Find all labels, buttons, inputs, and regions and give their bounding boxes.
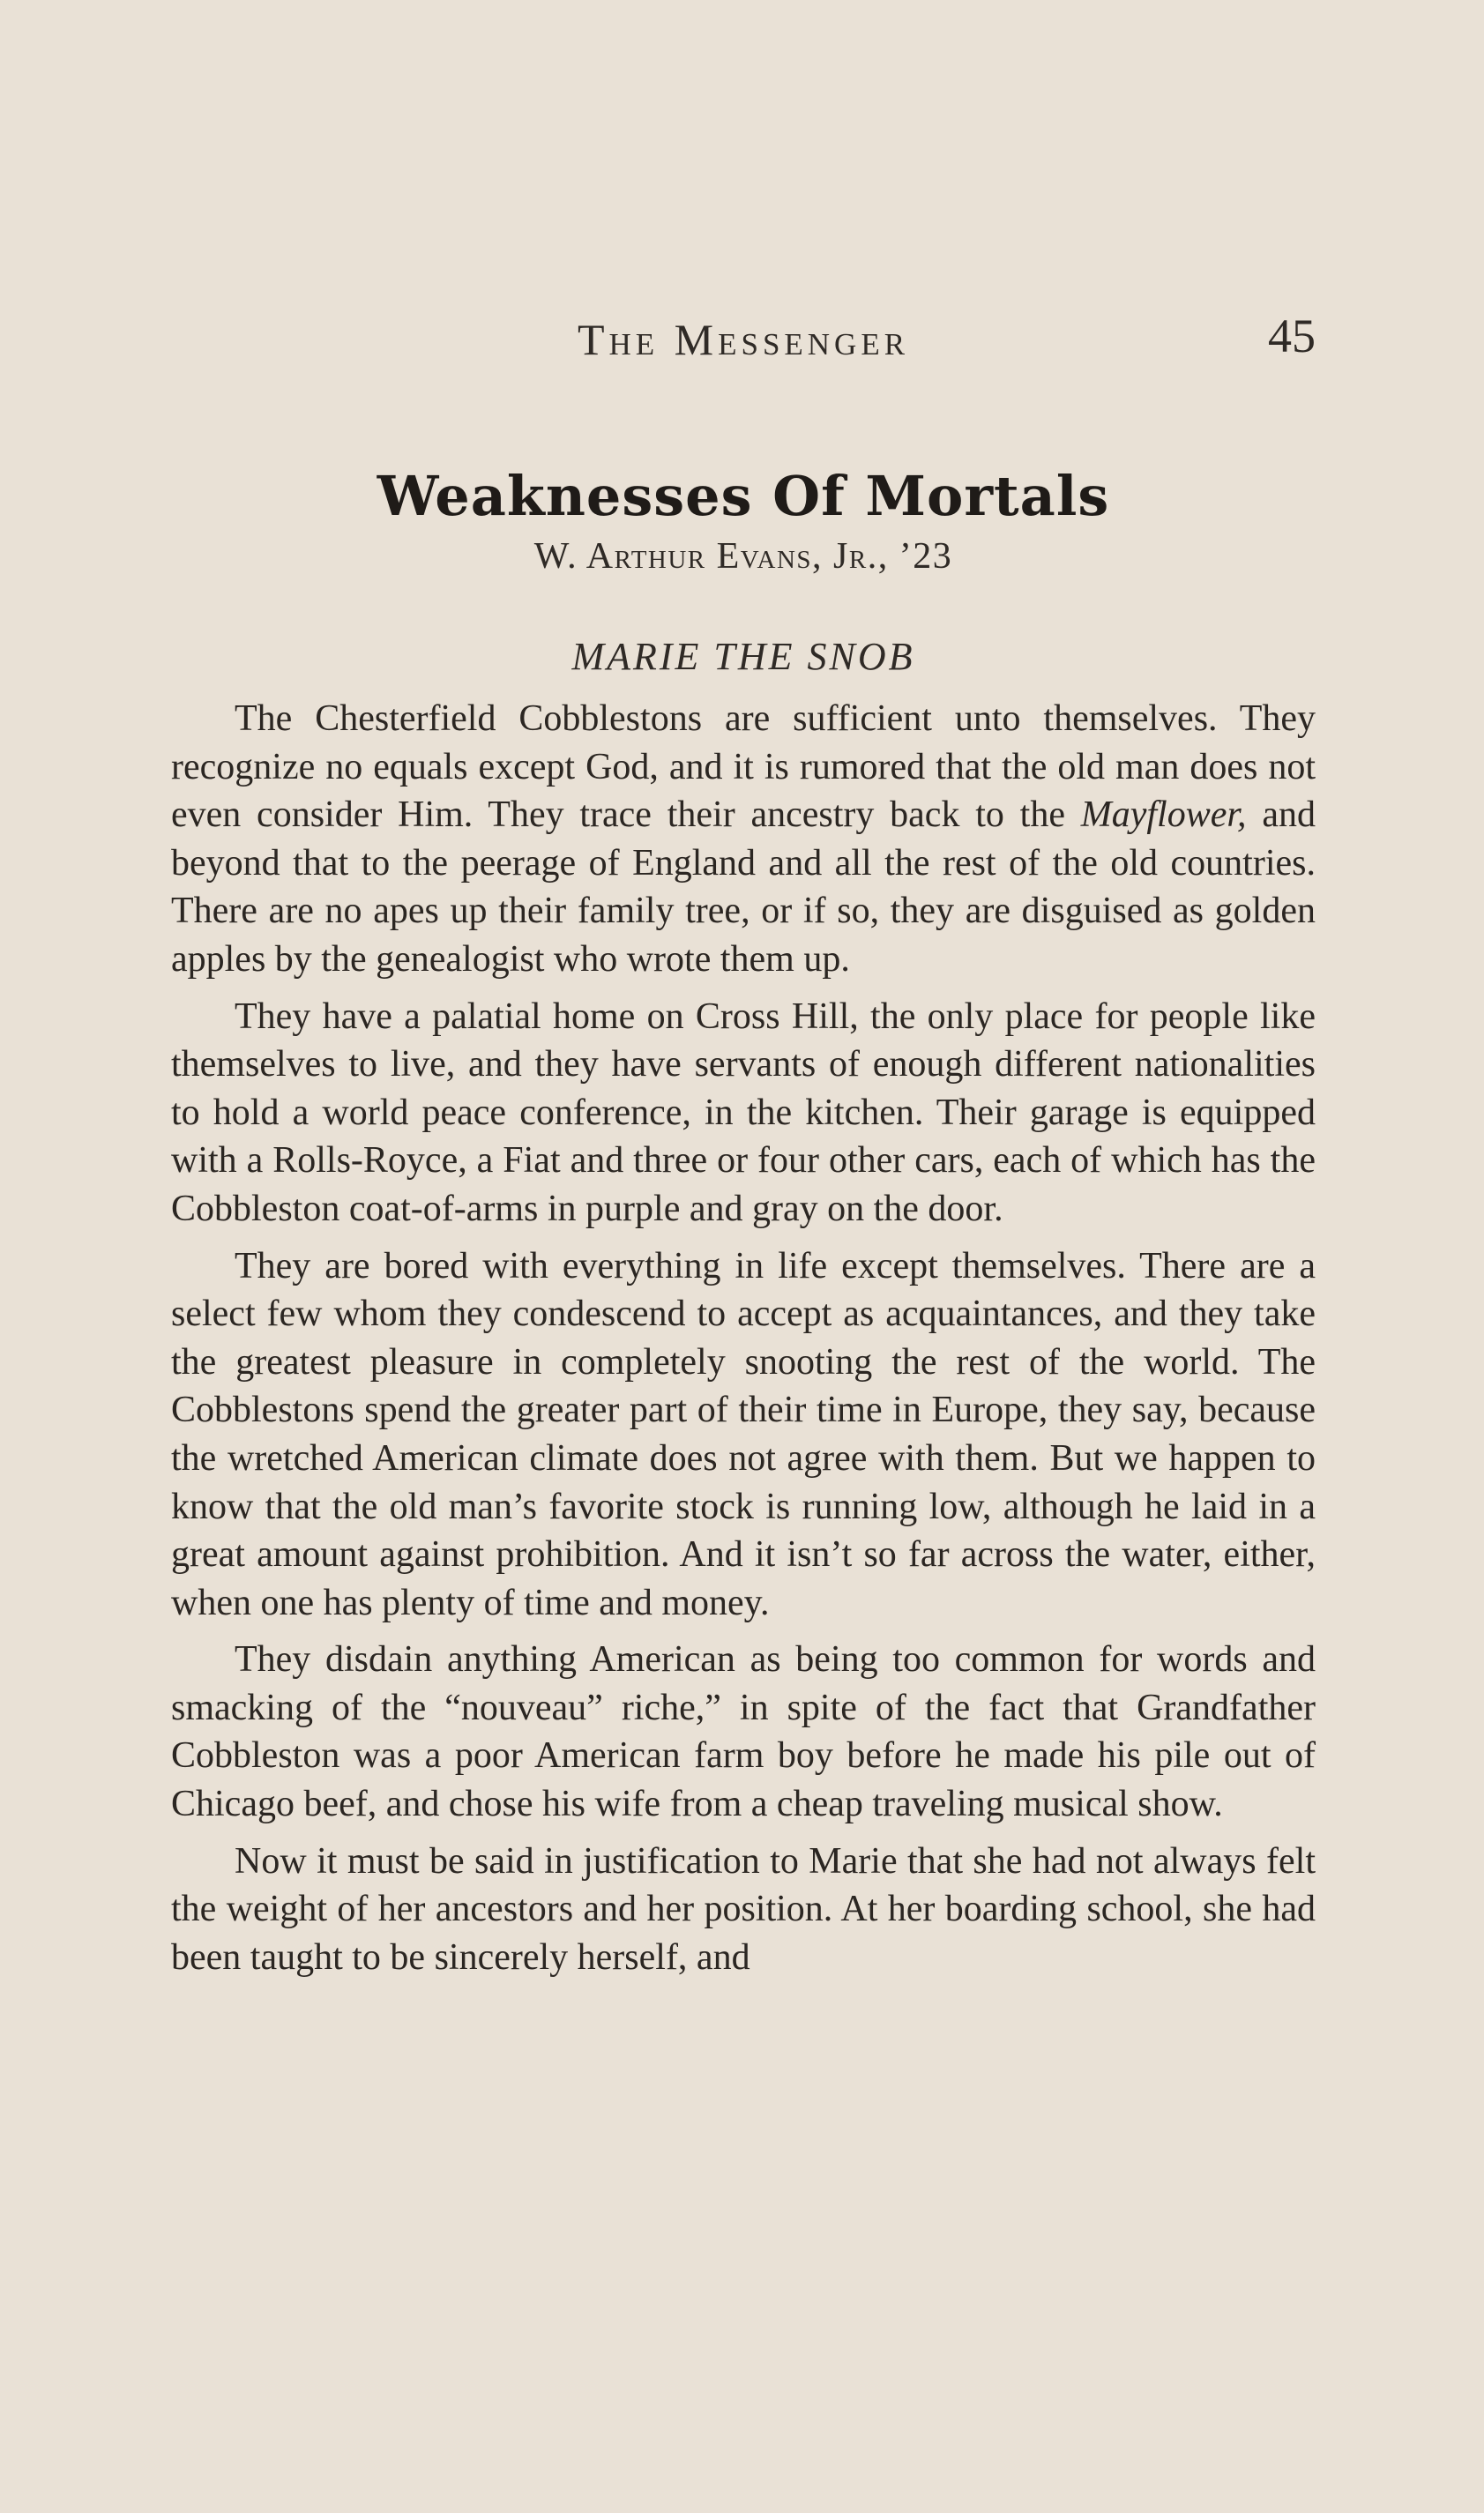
running-title: The Messenger bbox=[577, 315, 910, 364]
paragraph-1-text-before: The Chesterfield Cobblestons are sufficient unto themselves. They recognize no equals except God, and it is rumored that the old man does not even consider Him. They trace their ancestry back to the bbox=[171, 698, 1316, 836]
paragraph-1-italic-ship-name: Mayflower, bbox=[1080, 794, 1247, 836]
paragraph-2: They have a palatial home on Cross Hill, the only place for people like themselves to live, and they have servants of enough different nationalities to hold a world peace conference, in the kitchen. Their garage is equipped with a Rolls-Royce, a Fiat and three or four other cars, each of which has the Cobbleston coat-of-arms in purple and gray on the door. bbox=[171, 996, 1316, 1229]
book-page bbox=[171, 300, 1316, 1990]
byline: W. Arthur Evans, Jr., ’23 bbox=[533, 536, 953, 577]
paragraph-4: They disdain anything American as being too common for words and smacking of the “nouveau” riche,” in spite of the fact that Grandfather Cobbleston was a poor American farm boy before he made his pile out of Chicago beef, and chose his wife from a cheap traveling musical show. bbox=[171, 1639, 1316, 1825]
article-body bbox=[171, 695, 1316, 1981]
page-number: 45 bbox=[1268, 309, 1316, 362]
paragraph-5: Now it must be said in justification to Marie that she had not always felt the weight of her ancestors and her position. At her boarding school, she had been taught to be sincerely herself, and bbox=[171, 1840, 1316, 1978]
paragraph-1 bbox=[171, 695, 1316, 984]
article-title: Weaknesses Of Mortals bbox=[377, 464, 1110, 528]
paragraph-3: They are bored with everything in life except themselves. There are a select few whom they condescend to accept as acquaintances, and they take the greatest pleasure in completely snooting the rest of the world. The Cobblestons spend the greater part of their time in Europe, they say, because the wretched American climate does not agree with them. But we happen to know that the old man’s favorite stock is running low, although he laid in a great amount against prohibition. And it isn’t so far across the water, either, when one has plenty of time and money. bbox=[171, 1245, 1316, 1623]
running-header bbox=[171, 300, 1316, 379]
paragraph-1-text-after: and beyond that to the peerage of England and all the rest of the old countries. There are no apes up their family tree, or if so, they are disguised as golden apples by the genealogist who wrote them up. bbox=[171, 794, 1316, 980]
section-heading: MARIE THE SNOB bbox=[571, 635, 915, 678]
